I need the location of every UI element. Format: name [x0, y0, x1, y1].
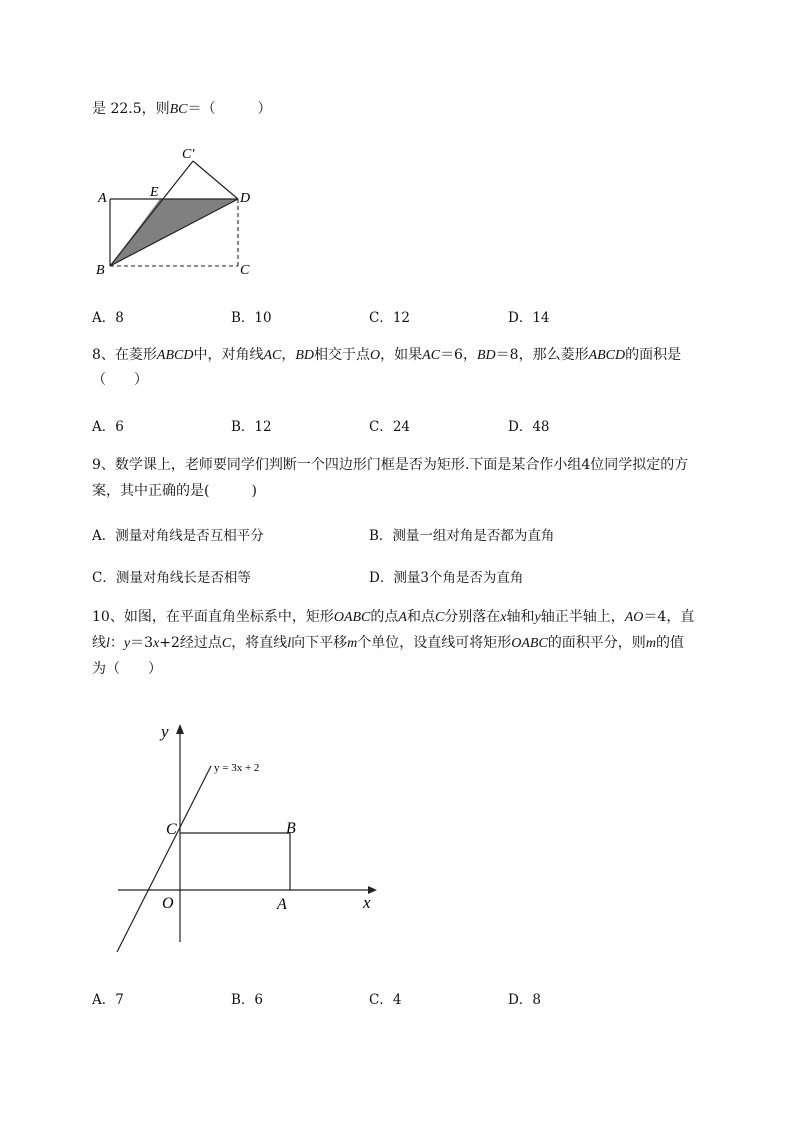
- q10-text-a7: 分别落在: [444, 609, 501, 625]
- q9-option-d[interactable]: D．测量3个角是否为直角: [369, 570, 524, 586]
- q8-text-4: 相交于点: [314, 347, 371, 363]
- q10-label-x: x: [363, 893, 371, 912]
- q8-option-a[interactable]: A．6: [92, 419, 124, 435]
- q8-var-1: ABCD: [156, 348, 194, 363]
- q7-option-d[interactable]: D．14: [508, 310, 550, 326]
- q10-var-b14: OABC: [511, 636, 548, 651]
- q7-var-bc: BC: [169, 102, 188, 117]
- q7-option-c[interactable]: C．12: [369, 310, 411, 326]
- q8-var-7: ABCD: [588, 348, 626, 363]
- q8-var-2: AC: [263, 348, 282, 363]
- q8-var-5: AC: [422, 348, 441, 363]
- q10-var-b6: x: [153, 636, 160, 651]
- q9-stem-line2: 案，其中正确的是( ): [92, 483, 257, 499]
- q10-line-l: [117, 766, 211, 952]
- q10-var-b4: y: [123, 636, 131, 651]
- q10-var-a6: C: [434, 610, 445, 625]
- q10-option-d[interactable]: D．8: [508, 992, 541, 1008]
- q9-option-a[interactable]: A．测量对角线是否互相平分: [92, 528, 264, 544]
- q10-text-b17: 的值: [655, 635, 684, 651]
- q10-line-equation: y = 3x + 2: [214, 762, 260, 774]
- q10-text-a5: 和点: [406, 609, 435, 625]
- q10-var-a8: x: [500, 610, 507, 625]
- q10-var-b16: m: [645, 636, 656, 651]
- q7-label-e: E: [150, 185, 159, 200]
- q10-answer-blank: 为（ ）: [92, 661, 162, 677]
- q7-answer-blank: ＝（ ）: [187, 101, 272, 117]
- q10-y-axis-arrow: [176, 724, 184, 734]
- q10-label-a: A: [277, 896, 287, 913]
- q8-text-8: 的面积是: [625, 347, 682, 363]
- q8-var-6: BD: [476, 348, 496, 363]
- q10-var-b2: l: [106, 636, 110, 651]
- q10-option-c[interactable]: C．4: [369, 992, 402, 1008]
- q8-var-4: O: [370, 348, 381, 363]
- q8-option-b[interactable]: B．12: [231, 419, 272, 435]
- q10-label-o: O: [162, 895, 174, 912]
- q9-stem-line1: 9、数学课上，老师要同学们判断一个四边形门框是否为矩形.下面是某合作小组4位同学拟定的方: [92, 457, 689, 473]
- q9-option-b[interactable]: B．测量一组对角是否都为直角: [369, 528, 555, 544]
- q8-text-1: 8、在菱形: [92, 347, 157, 363]
- q8-var-3: BD: [295, 348, 315, 363]
- q8-text-3: ，: [281, 347, 296, 363]
- q10-text-a9: 轴和: [506, 609, 535, 625]
- q10-text-a3: 的点: [370, 609, 399, 625]
- q10-var-b10: l: [287, 636, 292, 651]
- q10-var-a10: y: [534, 610, 541, 625]
- q10-text-b5: ＝3: [130, 635, 154, 651]
- q7-label-c: C: [240, 263, 250, 278]
- q10-option-b[interactable]: B．6: [231, 992, 264, 1008]
- q10-label-b: B: [286, 820, 296, 837]
- q7-option-b[interactable]: B．10: [231, 310, 272, 326]
- q8-text-6: ＝6，: [440, 347, 477, 363]
- q10-label-c: C: [166, 821, 177, 838]
- q10-text-b13: 个单位，设直线可将矩形: [357, 635, 512, 651]
- q10-text-b3: ：: [109, 635, 124, 651]
- q10-text-b9: ，将直线: [231, 635, 288, 651]
- q10-var-a4: A: [398, 610, 407, 625]
- q10-var-b8: C: [221, 636, 232, 651]
- q9-option-c[interactable]: C．测量对角线长是否相等: [92, 570, 251, 586]
- q8-option-d[interactable]: D．48: [508, 419, 550, 435]
- q10-text-b7: +2经过点: [159, 635, 222, 651]
- q7-stem-text: 是 22.5，则: [92, 101, 170, 117]
- q8-option-c[interactable]: C．24: [369, 419, 411, 435]
- q7-label-d: D: [240, 191, 251, 206]
- q10-var-b12: m: [347, 636, 358, 651]
- q10-text-b11: 向下平移: [291, 635, 348, 651]
- q10-var-a12: AO: [624, 610, 644, 625]
- q10-text-b15: 的面积平分，则: [547, 635, 646, 651]
- q10-option-a[interactable]: A．7: [92, 992, 124, 1008]
- q10-label-y: y: [161, 722, 169, 741]
- q10-text-a13: ＝4，直: [643, 609, 695, 625]
- q10-text-a1: 10、如图，在平面直角坐标系中，矩形: [92, 609, 334, 625]
- q7-label-c-prime: C′: [182, 147, 195, 162]
- q7-option-a[interactable]: A．8: [92, 310, 124, 326]
- q8-text-7: ＝8，那么菱形: [495, 347, 589, 363]
- q10-var-a2: OABC: [333, 610, 371, 625]
- q10-text-b1: 线: [92, 635, 106, 651]
- q7-label-a: A: [98, 191, 107, 206]
- q8-answer-blank: （ ）: [92, 372, 148, 388]
- q8-text-2: 中，对角线: [193, 347, 264, 363]
- q8-text-5: ，如果: [380, 347, 423, 363]
- q10-text-a11: 轴正半轴上，: [540, 609, 625, 625]
- q7-label-b: B: [96, 263, 105, 278]
